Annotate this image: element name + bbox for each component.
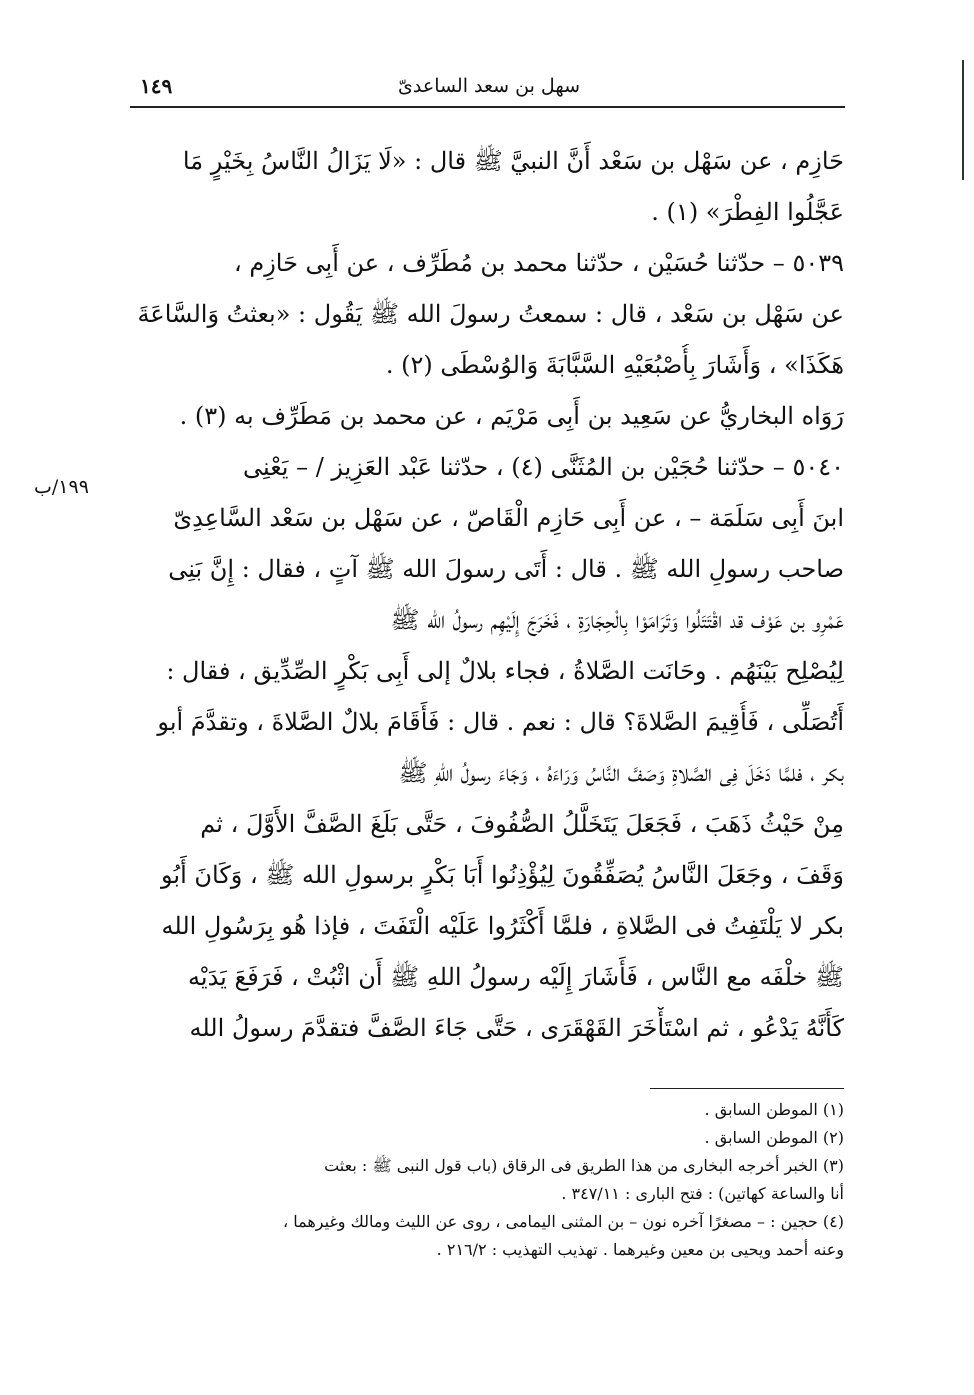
footnote-2: (٢) الموطن السابق .	[704, 1128, 844, 1147]
page-edge-mark	[962, 60, 964, 180]
text-line: صاحب رسولِ الله ﷺ . قال : أَتَى رسولَ الله ﷺ آتٍ ، فقال : إِنَّ بَنِى	[168, 555, 844, 583]
text-line: عَجَّلُوا الفِطْرَ» (١) .	[651, 198, 844, 226]
text-line: عن سَهْل بن سَعْد ، قال : سمعتُ رسولَ الله ﷺ يَقُول : «بعثتُ وَالسَّاعَةَ	[137, 300, 844, 328]
text-line: بكر لا يَلْتَفِتُ فى الصَّلاةِ ، فلمَّا أَكْثَرُوا عَلَيْه الْتَفَتَ ، فإذا هُو بِرَسُولِ الله	[161, 912, 844, 940]
footnote-rule	[650, 1088, 844, 1089]
text-line: أَتُصَلِّى ، فَأُقِيمَ الصَّلاةَ؟ قال : نعم . قال : فَأَقَامَ بلالٌ الصَّلاةَ ، وتقدَّمَ أبو	[157, 708, 844, 736]
footnote-3: (٣) الخبر أخرجه البخارى من هذا الطريق فى الرقاق (باب قول النبى ﷺ : بعثت	[324, 1156, 844, 1175]
text-line: كَأَنَّهُ يَدْعُو ، ثم اسْتَأْخَرَ القَهْقَرَى ، حَتَّى جَاءَ الصَّفَّ فتقدَّمَ رسولُ الله	[189, 1014, 844, 1042]
footnote-4: (٤) حجين : – مصغرًا آخره نون – بن المثنى اليمامى ، روى عن الليث ومالك وغيرهما ،	[282, 1212, 844, 1231]
running-header-title: سهل بن سعد الساعدىّ	[398, 75, 580, 97]
text-line: ابنَ أَبِى سَلَمَة – ، عن أَبِى حَازِم الْقَاصّ ، عن سَهْل بن سَعْد السَّاعِدِىّ	[173, 504, 844, 532]
text-line: ﷺ خلْفَه مع النَّاس ، فَأَشَارَ إِلَيْه رسولُ اللهِ ﷺ أَن اثْبُتْ ، فَرَفَعَ يَدَيْه	[188, 963, 844, 991]
footnotes	[128, 1097, 844, 1265]
text-line: عَمْرِو بن عَوْف قد اقْتَتَلُوا وَتَرَامَوْا بِالْحِجَارَةِ ، فَخَرَجَ إِلَيْهِم رسولُ الله ﷺ	[390, 606, 844, 634]
footnote-1: (١) الموطن السابق .	[704, 1100, 844, 1119]
text-line: هَكَذَا» ، وَأَشَارَ بِأُصْبُعَيْهِ السَّبَّابَةَ وَالوُسْطَى (٢) .	[385, 351, 844, 379]
hadith-5040-line: ٥٠٤٠ – حدّثنا حُجَيْن بن المُثَنَّى (٤) ، حدّثنا عَبْد العَزِيز / – يَعْنِى	[242, 453, 844, 481]
hadith-5039-line: ٥٠٣٩ – حدّثنا حُسَيْن ، حدّثنا محمد بن مُطَرِّف ، عن أَبِى حَازِم ،	[233, 249, 844, 277]
footnote-3-continued: أنا والساعة كهاتين) : فتح البارى : ٣٤٧/١١ .	[561, 1184, 844, 1203]
text-line: وَقَفَ ، وجَعَلَ النَّاسُ يُصَفِّقُونَ لِيُؤْذِنُوا أَبَا بَكْرٍ برسولِ الله ﷺ ، وَكَانَ أَبُو	[161, 861, 844, 889]
text-line: مِنْ حَيْثُ ذَهَبَ ، فَجَعَلَ يَتَخَلَّلُ الصُّفُوفَ ، حَتَّى بَلَغَ الصَّفَّ الأَوَّلَ ، ثم	[200, 810, 844, 838]
margin-folio-note: ١٩٩/ب	[34, 476, 89, 498]
footnote-4-continued: وعنه أحمد ويحيى بن معين وغيرهما . تهذيب التهذيب : ٢١٦/٢ .	[436, 1240, 844, 1259]
text-line: حَازِم ، عن سَهْل بن سَعْد أَنَّ النبيَّ ﷺ قال : «لَا يَزَالُ النَّاسُ بِخَيْرٍ مَا	[182, 147, 844, 175]
text-line: لِيُصْلِح بَيْنَهُم . وحَانَت الصَّلاةُ ، فجاء بلالٌ إلى أَبِى بَكْرٍ الصِّدِّيق ، فقال :	[166, 657, 844, 685]
text-line: رَوَاه البخاريُّ عن سَعِيد بن أَبِى مَرْيَم ، عن محمد بن مَطَرِّف به (٣) .	[179, 402, 844, 430]
running-header	[130, 70, 845, 104]
text-line: بكر ، فلمَّا دَخَلَ فِى الصَّلاةِ وَصَفَّ النَّاسُ وَرَاءَهُ ، وَجَاءَ رسولُ اللهِ ﷺ	[398, 759, 844, 787]
page-number: ١٤٩	[140, 74, 173, 98]
header-rule	[130, 106, 845, 108]
main-text	[128, 140, 844, 1058]
